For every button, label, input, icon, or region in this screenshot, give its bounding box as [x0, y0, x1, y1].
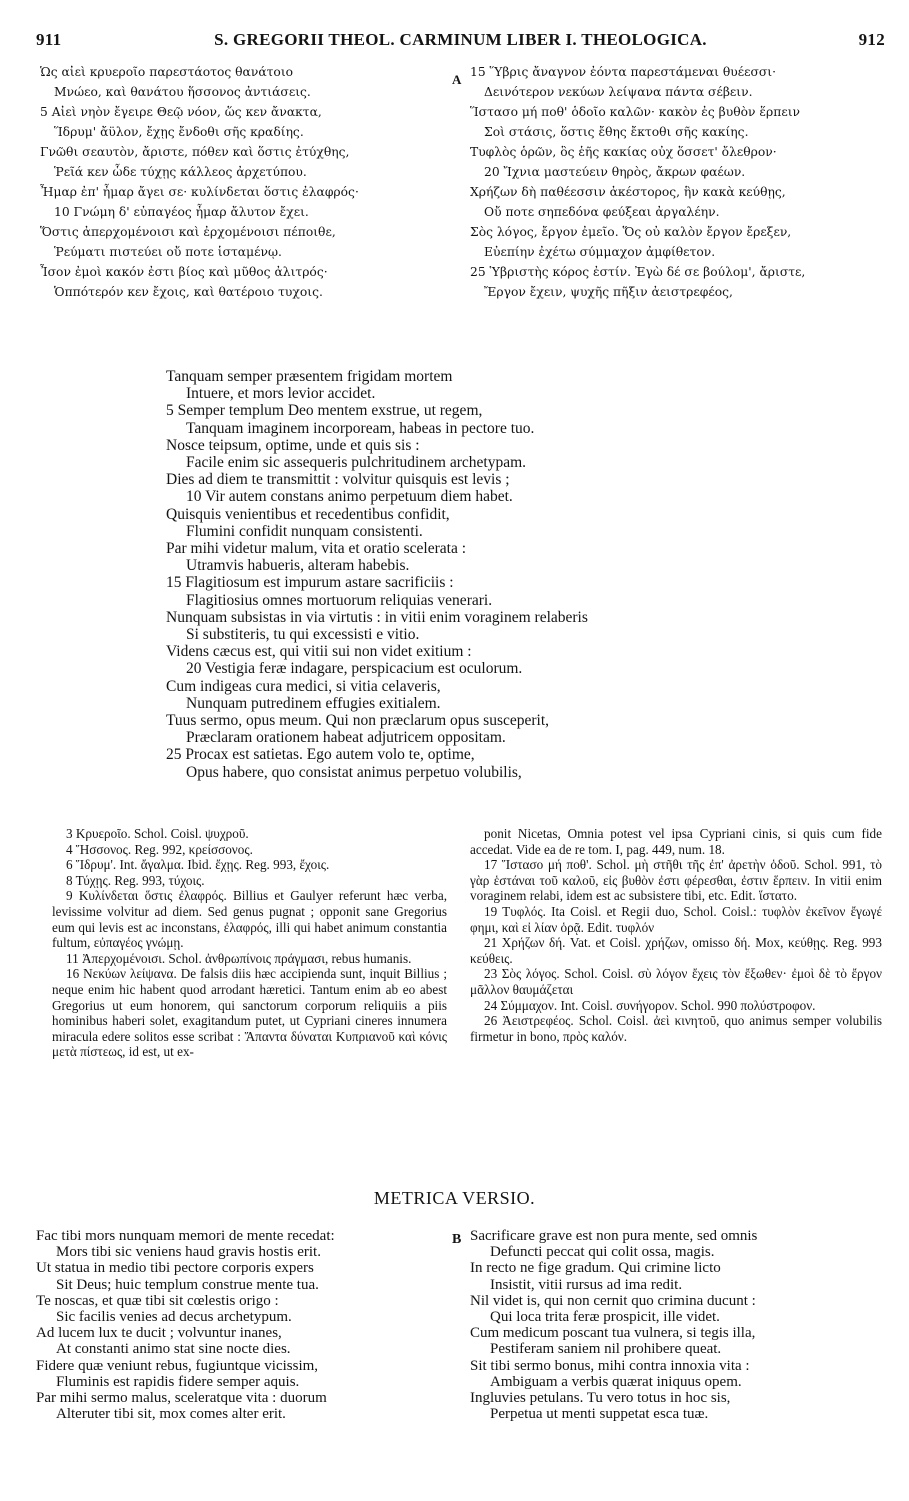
metrical-verse-line: Pestiferam saniem nil prohibere queat.: [490, 1341, 722, 1358]
greek-text-right-column: [470, 62, 890, 302]
page-title: S. GREGORII THEOL. CARMINUM LIBER I. THEOLOGICA.: [214, 30, 707, 49]
metrical-verse-line: Mors tibi sic veniens haud gravis hostis erit.: [56, 1244, 321, 1261]
footnote: 26 Ἀειστρεφέος. Schol. Coisl. ἀεὶ κινητοῦ, quo animus semper volubilis firmetur in bono, πρὸς καλόν.: [470, 1013, 882, 1044]
latin-verse-line: 5 Semper templum Deo mentem exstrue, ut regem,: [166, 402, 483, 420]
latin-verse-line: Nunquam subsistas in via virtutis : in vitii enim voraginem relaberis: [166, 608, 588, 626]
metrical-verse-line: Ad lucem lux te ducit ; volvuntur inanes,: [36, 1325, 282, 1342]
metrical-verse-line: Nil videt is, qui non cernit quo crimina ducunt :: [470, 1292, 756, 1309]
column-marker-b: B: [452, 1232, 462, 1247]
metrical-verse-line: Ingluvies petulans. Tu vero totus in hoc sis,: [470, 1390, 731, 1407]
metrical-verse-line: Fac tibi mors nunquam memori de mente recedat:: [36, 1228, 335, 1244]
metrical-verse-line: Alteruter tibi sit, mox comes alter erit.: [56, 1406, 286, 1423]
metrical-verse-line: Fidere quæ veniunt rebus, fugiuntque vicissim,: [36, 1357, 319, 1374]
metrical-verse-line: Sacrificare grave est non pura mente, sed omnis: [470, 1228, 758, 1244]
metrical-verse-line: Ambiguam a verbis quærat iniquus opem.: [490, 1373, 742, 1390]
greek-verse-line: Γνῶθι σεαυτὸν, ἄριστε, πόθεν καὶ ὅστις ἐτύχθης,: [40, 145, 350, 159]
latin-verse-line: Quisquis venientibus et recedentibus confidit,: [166, 505, 450, 523]
greek-verse-line: 25 Ὑβριστὴς κόρος ἐστίν. Ἐγὼ δέ σε βούλομ', ἄριστε,: [470, 265, 806, 279]
greek-verse-line: Ὁππότερόν κεν ἔχοις, καὶ θατέροιο τυχοις.: [54, 285, 323, 299]
greek-verse-line: Ἔργον ἔχειν, ψυχῆς πῆξιν ἀειστρεφέος,: [484, 285, 733, 299]
footnote: 17 Ἵστασο μή ποθ'. Schol. μὴ στῆθι τῆς ἐπ' ἀρετὴν ὁδοῦ. Schol. 991, τὸ γὰρ ἑστάναι τοῦ καλοῦ, εἰς βυθὸν ἐστι φέρεσθαι, ἐστιν ἕρπειν. In vitii enim voraginem relabi, idem est ac subsistere tibi, etc. Edit. ἵστατο.: [470, 857, 882, 904]
latin-verse-line: Nunquam putredinem effugies exitialem.: [186, 694, 441, 712]
metrical-verse-line: Sit Deus; huic templum construe mente tua.: [56, 1276, 319, 1293]
latin-verse-line: Dies ad diem te transmittit : volvitur quisquis est levis ;: [166, 471, 510, 489]
latin-verse-line: Opus habere, quo consistat animus perpetuo volubilis,: [186, 763, 522, 781]
footnote: 8 Τύχῃς. Reg. 993, τύχοις.: [66, 872, 205, 888]
latin-verse-line: Tanquam imaginem incorpoream, habeas in pectore tuo.: [186, 419, 535, 437]
latin-verse-line: Si substiteris, tu qui excessisti e vitio.: [186, 626, 420, 644]
metrical-verse-line: Qui loca trita feræ prospicit, ille videt.: [490, 1309, 720, 1326]
latin-verse-line: 25 Procax est satietas. Ego autem volo te, optime,: [166, 746, 475, 764]
greek-verse-line: Ῥεύματι πιστεύει οὔ ποτε ἱσταμένῳ.: [54, 245, 282, 259]
latin-verse-line: Utramvis habueris, alteram habebis.: [186, 557, 410, 575]
latin-verse-line: Tuus sermo, opus meum. Qui non præclarum opus susceperit,: [166, 712, 550, 730]
footnote: ponit Nicetas, Omnia potest vel ipsa Cypriani cinis, si quis cum fide accedat. Vide ea de re tom. I, pag. 449, num. 18.: [470, 826, 882, 857]
metrical-verse-line: Te noscas, et quæ tibi sit cœlestis origo :: [36, 1292, 279, 1309]
footnote: 23 Σὸς λόγος. Schol. Coisl. σὺ λόγον ἔχεις τὸν ἔξωθεν· ἐμοὶ δὲ τὸ ἔργον μᾶλλον θαυμάζεται: [470, 966, 882, 997]
greek-verse-line: Δεινότερον νεκύων λείψανα πάντα σέβειν.: [484, 85, 753, 99]
page-number-right: 912: [858, 30, 885, 49]
greek-verse-line: Σὸς λόγος, ἔργον ἐμεῖο. Ὅς οὐ καλὸν ἔργον ἔρεξεν,: [470, 225, 792, 239]
greek-verse-line: Ἶσον ἐμοὶ κακόν ἐστι βίος καὶ μῦθος ἀλιτρός·: [40, 265, 328, 279]
footnote: 11 Ἀπερχομένοισι. Schol. ἀνθρωπίνοις πράγμασι, rebus humanis.: [66, 950, 412, 966]
latin-verse-line: 15 Flagitiosum est impurum astare sacrificiis :: [166, 574, 454, 592]
greek-verse-line: Ἵστασο μή ποθ' ὁδοῖο καλῶν· κακὸν ἐς βυθὸν ἕρπειν: [470, 105, 800, 119]
metrical-verse-line: In recto ne fige gradum. Qui crimine licto: [470, 1260, 721, 1277]
greek-verse-line: Ῥεῖά κεν ὧδε τύχῃς κάλλεος ἀρχετύπου.: [54, 165, 307, 179]
greek-verse-line: 20 Ἴχνια μαστεύειν θηρὸς, ἄκρων φαέων.: [484, 165, 746, 179]
column-marker-a: A: [452, 72, 462, 87]
greek-verse-line: 15 Ὕβρις ἄναγνον ἐόντα παρεστάμεναι θυέεσσι·: [470, 65, 777, 79]
greek-text-left-column: [40, 62, 440, 302]
greek-verse-line: Ἵδρυμ' ἄϋλον, ἔχῃς ἔνδοθι σῆς κραδίης.: [54, 125, 304, 139]
footnote: 19 Τυφλός. Ita Coisl. et Regii duo, Schol. Coisl.: τυφλὸν ἐκεῖνον ἔγωγέ φημι, καὶ εἰ λίαν ὁρᾷ. Edit. τυφλόν: [470, 903, 882, 935]
latin-verse-line: 20 Vestigia feræ indagare, perspicacium est oculorum.: [186, 660, 523, 678]
greek-verse-line: Ὡς αἰεὶ κρυεροῖο παρεστάοτος θανάτοιο: [40, 65, 294, 79]
footnote: 21 Χρήζων δή. Vat. et Coisl. χρήζων, omisso δή. Mox, κεύθῃς. Reg. 993 κεύθεις.: [470, 935, 882, 966]
greek-verse-line: 5 Αἰεὶ νηὸν ἔγειρε Θεῷ νόον, ὥς κεν ἄνακτα,: [40, 105, 322, 119]
footnotes-left-column: [52, 826, 447, 1060]
latin-verse-line: Facile enim sic assequeris pulchritudinem archetypam.: [186, 454, 527, 472]
greek-verse-line: Ἦμαρ ἐπ' ἦμαρ ἄγει σε· κυλίνδεται ὅστις ἐλαφρός·: [40, 185, 359, 199]
latin-translation: [166, 368, 766, 781]
footnote: 3 Κρυεροῖο. Schol. Coisl. ψυχροῦ.: [66, 826, 249, 841]
metrical-verse-line: Sic facilis venies ad decus archetypum.: [56, 1309, 292, 1326]
latin-verse-line: 10 Vir autem constans animo perpetuum diem habet.: [186, 488, 513, 506]
footnotes-right-column: [470, 826, 882, 1044]
latin-verse-line: Nosce teipsum, optime, unde et quis sis :: [166, 436, 420, 454]
greek-verse-line: 10 Γνώμη δ' εὐπαγέος ἦμαρ ἄλυτον ἔχει.: [54, 205, 309, 219]
greek-verse-line: Οὔ ποτε σηπεδόνα φεύξεαι ἀργαλέην.: [484, 205, 720, 219]
greek-verse-line: Εὐεπίην ἐχέτω σύμμαχον ἀμφίθετον.: [484, 245, 716, 259]
running-header: [36, 30, 885, 54]
metrical-version-left-column: [36, 1228, 446, 1422]
metrical-version-right-column: [470, 1228, 890, 1422]
footnote: 16 Νεκύων λείψανα. De falsis diis hæc accipienda sunt, inquit Billius ; neque enim hic habent quod arrodant hæretici. Tantum enim ab eo abest Gregorius ut eum honorem, qui sanctorum corporum reliquiis a piis hominibus haberi solet, exagitandum putet, ut Cypriani cineres innumera miracula edere solitos esse scribat : Ἅπαντα δύναται Κυπριανοῦ καὶ κόνις μετὰ πίστεως, id est, ut ex-: [52, 966, 447, 1060]
section-title: METRICA VERSIO.: [373, 1188, 536, 1208]
latin-verse-line: Videns cæcus est, qui vitii sui non videt exitium :: [166, 643, 472, 661]
metrical-verse-line: At constanti animo stat sine nocte dies.: [56, 1341, 291, 1358]
latin-verse-line: Intuere, et mors levior accidet.: [186, 385, 376, 403]
footnote: 6 Ἵδρυμ'. Int. ἄγαλμα. Ibid. ἔχῃς. Reg. 993, ἔχοις.: [66, 857, 330, 873]
metrical-verse-line: Par mihi sermo malus, sceleratque vita : duorum: [36, 1390, 327, 1407]
metrical-verse-line: Ut statua in medio tibi pectore corporis expers: [36, 1260, 314, 1277]
greek-verse-line: Τυφλὸς ὁρῶν, ὃς ἑῆς κακίας οὐχ ὅσσετ' ὄλεθρον·: [470, 145, 777, 159]
latin-verse-line: Flumini confidit nunquam consistenti.: [186, 522, 423, 540]
metrical-verse-line: Insistit, vitii rursus ad ima redit.: [490, 1276, 683, 1293]
metrical-verse-line: Cum medicum poscant tua vulnera, si tegis illa,: [470, 1325, 756, 1342]
greek-verse-line: Μνώεο, καὶ θανάτου ἥσσονος ἀντιάσεις.: [54, 85, 311, 99]
metrical-verse-line: Perpetua ut menti suppetat esca tuæ.: [490, 1406, 709, 1423]
footnote: 24 Σύμμαχον. Int. Coisl. συνήγορον. Schol. 990 πολύστροφον.: [484, 997, 816, 1013]
latin-verse-line: Præclaram orationem habeat adjutricem oppositam.: [186, 729, 506, 747]
page-number-left: 911: [36, 30, 62, 49]
metrical-verse-line: Defuncti peccat qui colit ossa, magis.: [490, 1244, 715, 1261]
greek-verse-line: Ὅστις ἀπερχομένοισι καὶ ἐρχομένοισι πέποιθε,: [40, 225, 336, 239]
greek-verse-line: Χρήζων δὴ παθέεσσιν ἀκέστορος, ἣν κακὰ κεύθῃς,: [470, 185, 786, 199]
greek-verse-line: Σοὶ στάσις, ὅστις ἔθης ἔκτοθι σῆς κακίης.: [484, 125, 749, 139]
metrical-verse-line: Fluminis est rapidis fidere semper aquis.: [56, 1373, 300, 1390]
latin-verse-line: Tanquam semper præsentem frigidam mortem: [166, 368, 453, 385]
latin-verse-line: Par mihi videtur malum, vita et oratio scelerata :: [166, 540, 467, 558]
footnote: 9 Κυλίνδεται ὅστις ἐλαφρός. Billius et Gaulyer referunt hæc verba, levissime volvitur ad diem. Sed genus pugnat ; opponit sane Gregorius eum qui levis est ac inconstans, ἐλαφρός, illi qui habet animum constantia fultum, εὐπαγέος γνώμῃ.: [52, 888, 447, 951]
latin-verse-line: Flagitiosius omnes mortuorum reliquias venerari.: [186, 591, 493, 609]
latin-verse-line: Cum indigeas cura medici, si vitia celaveris,: [166, 677, 441, 695]
footnote: 4 Ἥσσονος. Reg. 992, κρείσσονος.: [66, 841, 253, 857]
metrical-verse-line: Sit tibi sermo bonus, mihi contra innoxia vita :: [470, 1357, 750, 1374]
